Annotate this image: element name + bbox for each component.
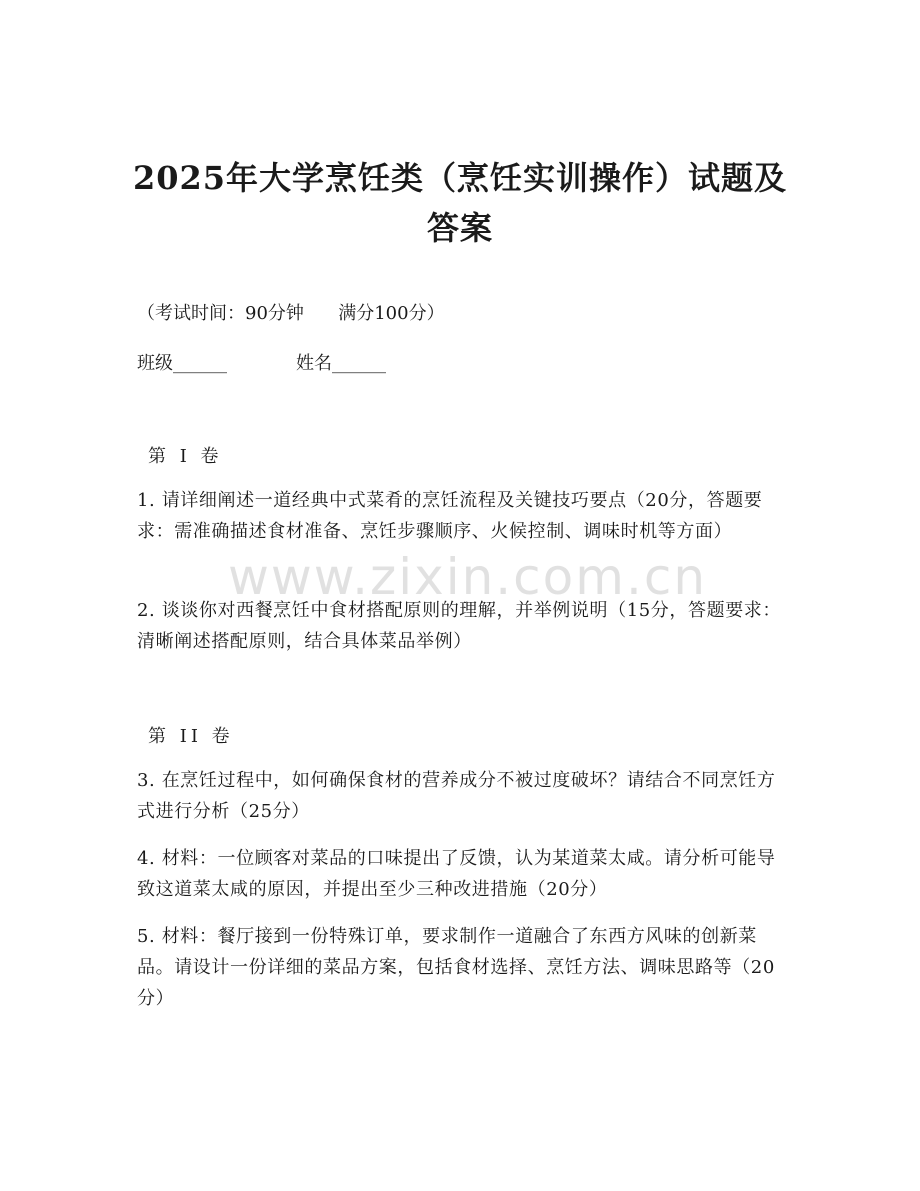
- section-1-heading: 第 I 卷: [148, 446, 223, 467]
- question-5: 5. 材料：餐厅接到一份特殊订单，要求制作一道融合了东西方风味的创新菜品。请设计一份详细的菜品方案，包括食材选择、烹饪方法、调味思路等（20分）: [137, 926, 775, 1009]
- question-1: 1. 请详细阐述一道经典中式菜肴的烹饪流程及关键技巧要点（20分，答题要求：需准确描述食材准备、烹饪步骤顺序、火候控制、调味时机等方面）: [137, 490, 763, 542]
- exam-info: （考试时间：90分钟 满分100分）: [137, 303, 445, 324]
- document-title-line1: 2025年大学烹饪类（烹饪实训操作）试题及: [132, 159, 788, 197]
- document-title-line2: 答案: [426, 209, 493, 247]
- question-3: 3. 在烹饪过程中，如何确保食材的营养成分不被过度破坏？请结合不同烹饪方式进行分析（25分）: [137, 770, 776, 822]
- section-2-heading: 第 II 卷: [148, 726, 234, 747]
- class-field: 班级______: [137, 353, 227, 374]
- watermark: www.zixin.com.cn: [228, 548, 708, 606]
- question-2: 2. 谈谈你对西餐烹饪中食材搭配原则的理解，并举例说明（15分，答题要求：清晰阐述搭配原则，结合具体菜品举例）: [137, 600, 781, 652]
- question-4: 4. 材料：一位顾客对菜品的口味提出了反馈，认为某道菜太咸。请分析可能导致这道菜太咸的原因，并提出至少三种改进措施（20分）: [137, 848, 776, 900]
- name-field: 姓名______: [296, 353, 386, 374]
